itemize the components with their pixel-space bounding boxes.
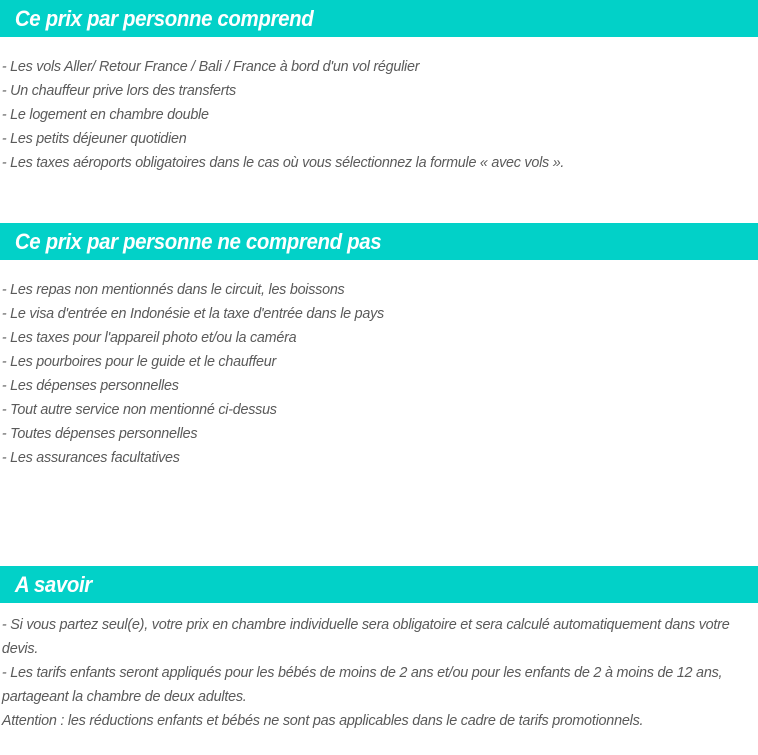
section-title-excluded: Ce prix par personne ne comprend pas	[14, 228, 382, 254]
section-title-included: Ce prix par personne comprend	[14, 5, 314, 31]
section-title-goodtoknow: A savoir	[14, 571, 92, 597]
list-item: - Un chauffeur prive lors des transferts	[1, 82, 236, 99]
note-paragraph: - Si vous partez seul(e), votre prix en chambre individuelle sera obligatoire et sera calculé automatiquement dans votre devis.	[1, 616, 730, 657]
excluded-list	[0, 278, 758, 470]
list-item: - Les pourboires pour le guide et le chauffeur	[1, 353, 277, 370]
note-paragraph: - Les tarifs enfants seront appliqués pour les bébés de moins de 2 ans et/ou pour les enfants de 2 à moins de 12 ans, partageant la chambre de deux adultes.	[1, 664, 723, 705]
list-item: - Les vols Aller/ Retour France / Bali / France à bord d'un vol régulier	[1, 58, 420, 75]
list-item: - Toutes dépenses personnelles	[1, 425, 198, 442]
list-item: - Les repas non mentionnés dans le circuit, les boissons	[1, 281, 345, 298]
list-item: - Tout autre service non mentionné ci-dessus	[1, 401, 277, 418]
list-item: - Les petits déjeuner quotidien	[1, 130, 187, 147]
list-item: - Les dépenses personnelles	[1, 377, 179, 394]
list-item: - Le logement en chambre double	[1, 106, 209, 123]
list-item: - Les taxes aéroports obligatoires dans le cas où vous sélectionnez la formule « avec vols ».	[1, 154, 565, 171]
section-header-excluded	[0, 223, 758, 260]
section-header-included	[0, 0, 758, 37]
list-item: - Les taxes pour l'appareil photo et/ou la caméra	[1, 329, 297, 346]
section-header-goodtoknow	[0, 566, 758, 603]
goodtoknow-notes	[0, 613, 758, 733]
list-item: - Le visa d'entrée en Indonésie et la taxe d'entrée dans le pays	[1, 305, 384, 322]
included-list	[0, 55, 758, 175]
list-item: - Les assurances facultatives	[1, 449, 180, 466]
note-paragraph: Attention : les réductions enfants et bébés ne sont pas applicables dans le cadre de tarifs promotionnels.	[1, 712, 644, 729]
